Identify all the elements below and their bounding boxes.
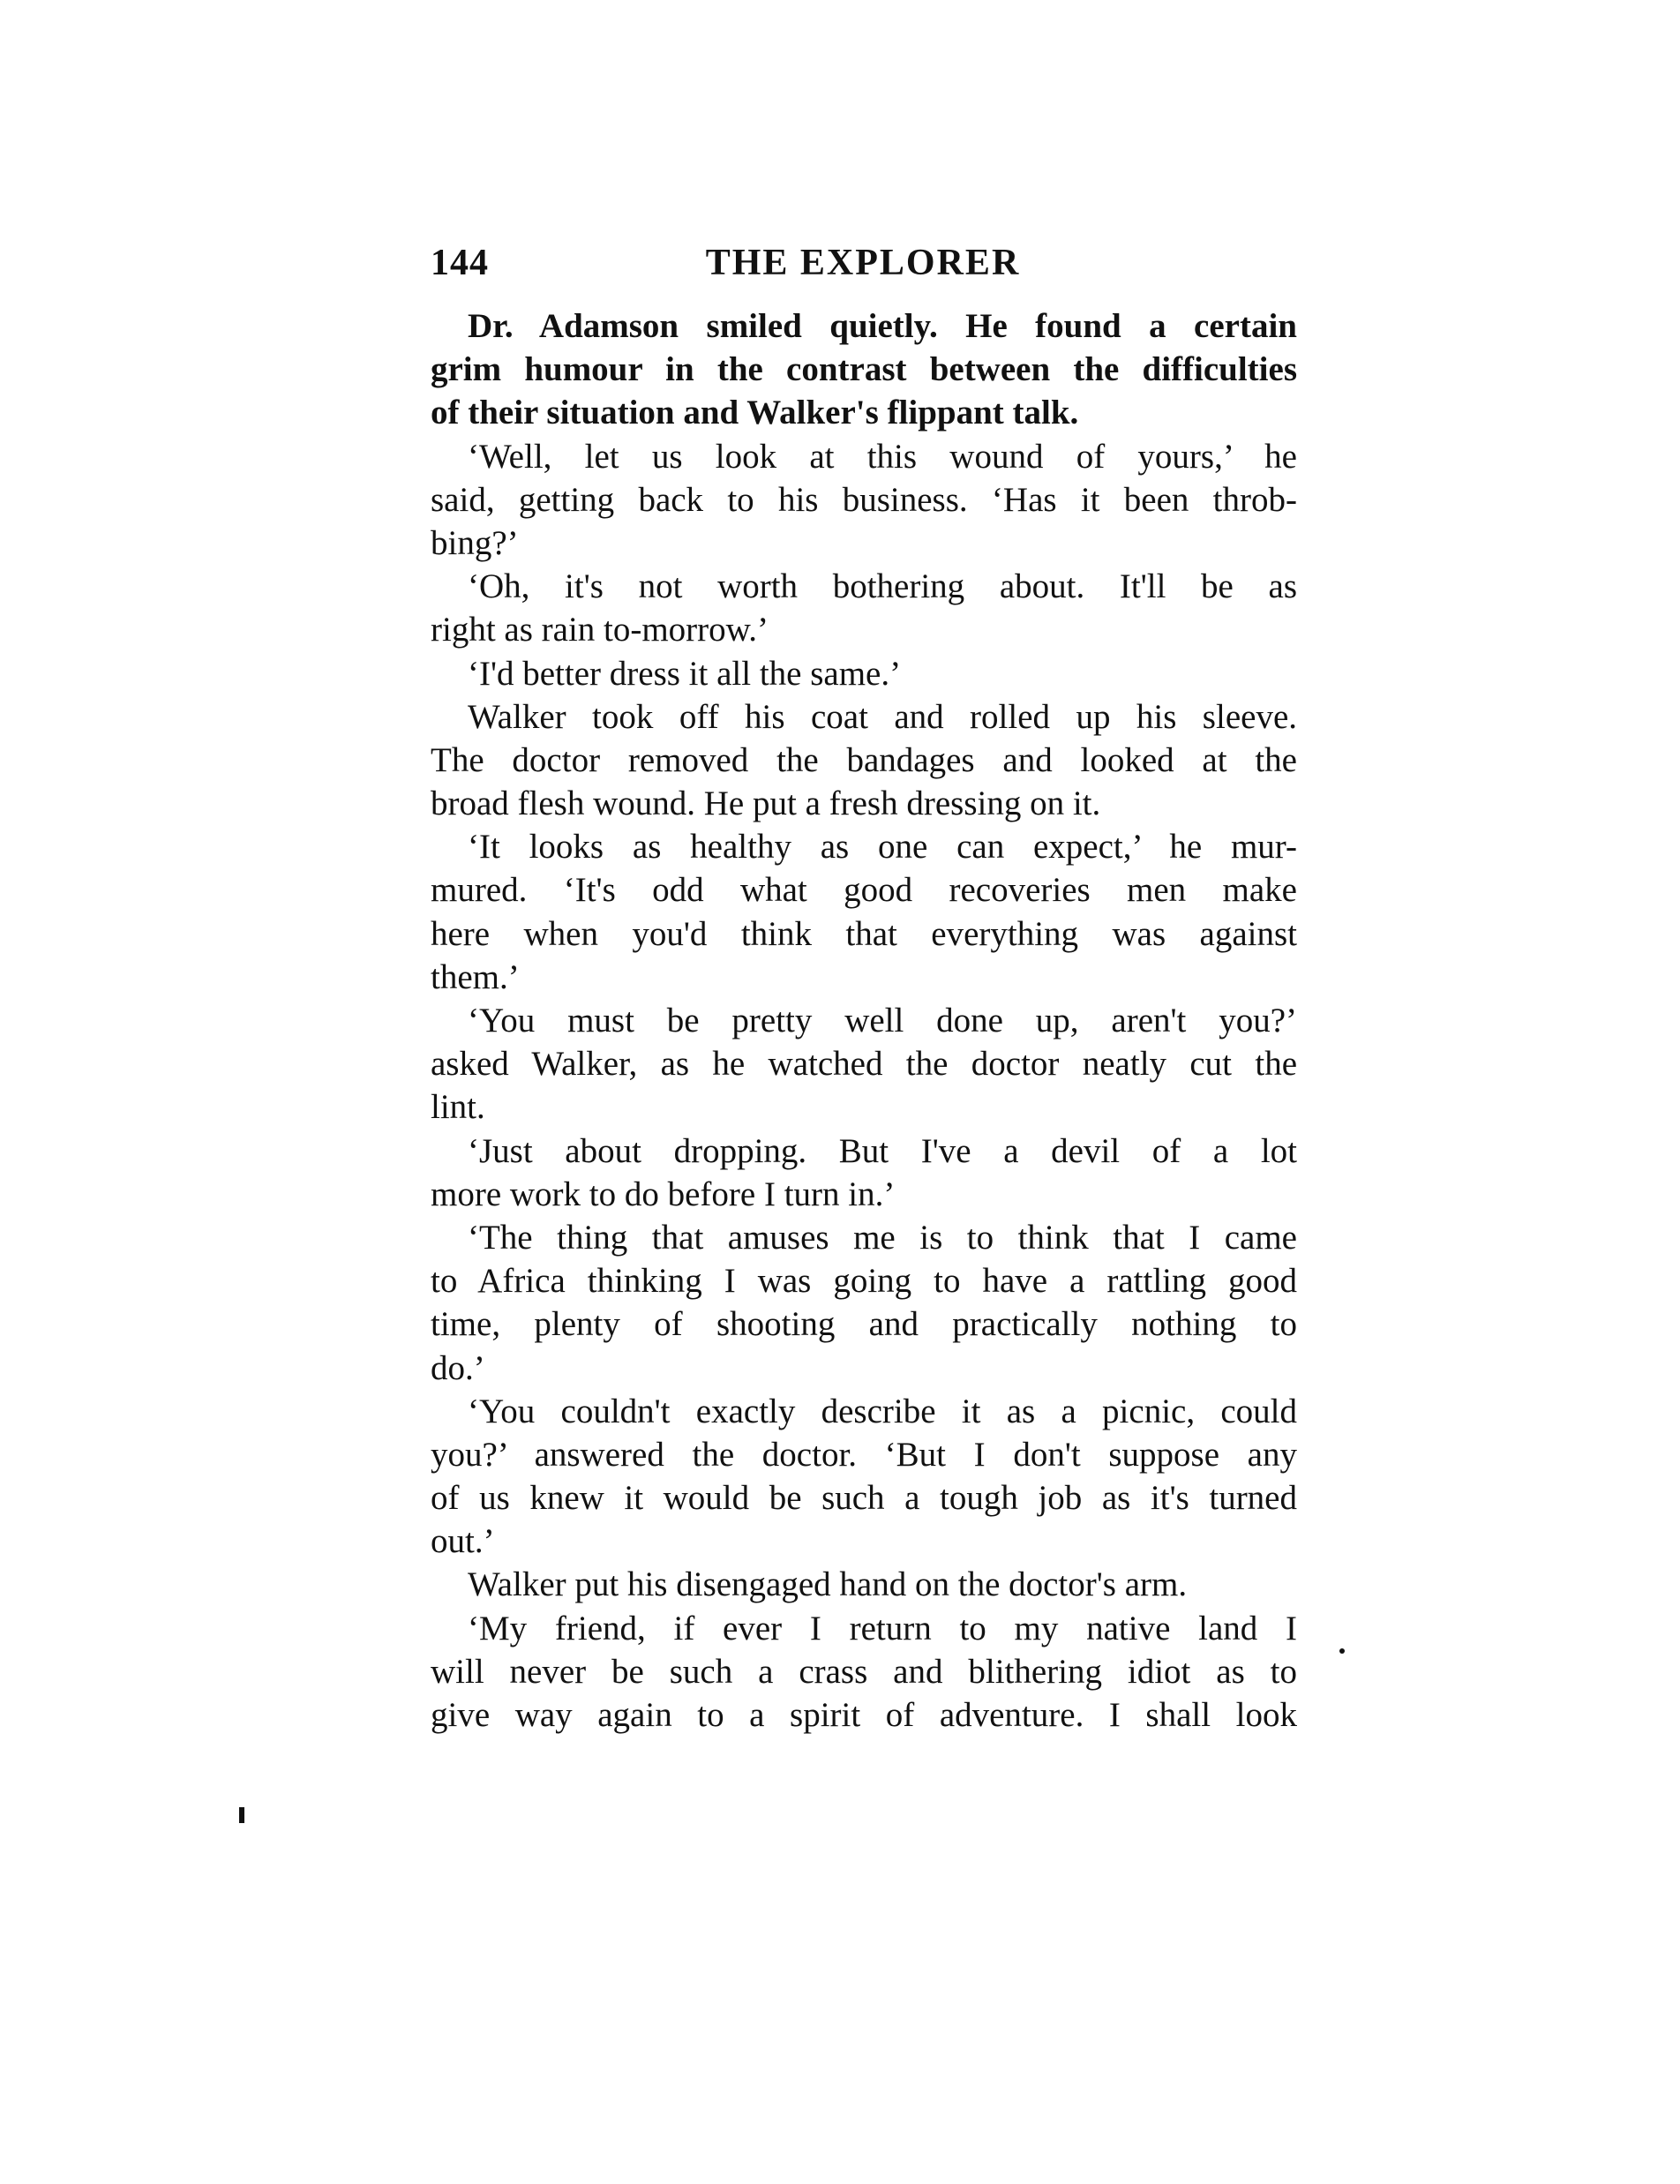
- text-line: ‘It looks as healthy as one can expect,’ he mur-: [468, 828, 1297, 867]
- text-line: time, plenty of shooting and practically nothing to: [431, 1305, 1297, 1344]
- text-line: to Africa thinking I was going to have a rattling good: [431, 1262, 1297, 1301]
- text-line: will never be such a crass and blithering idiot as to: [431, 1652, 1297, 1691]
- text-line: asked Walker, as he watched the doctor neatly cut the: [431, 1045, 1297, 1084]
- text-line: ‘You must be pretty well done up, aren't you?’: [468, 1002, 1297, 1039]
- text-line: them.’: [431, 957, 520, 996]
- text-line: you?’ answered the doctor. ‘But I don't suppose any: [431, 1435, 1297, 1474]
- text-line: mured. ‘It's odd what good recoveries men make: [431, 871, 1297, 910]
- text-line: out.’: [431, 1522, 495, 1561]
- page-number: 144: [431, 243, 489, 283]
- body-text: [431, 304, 1297, 1737]
- text-line: ‘I'd better dress it all the same.’: [468, 654, 902, 693]
- page-header: [431, 236, 1295, 289]
- text-line: The doctor removed the bandages and looked at the: [431, 740, 1297, 779]
- text-line: ‘The thing that amuses me is to think that I came: [468, 1218, 1297, 1257]
- text-line: ‘You couldn't exactly describe it as a picnic, could: [468, 1392, 1297, 1430]
- scan-speck: [1339, 1648, 1345, 1654]
- text-line: grim humour in the contrast between the difficulties: [431, 350, 1297, 389]
- text-line: ‘Well, let us look at this wound of yours,’ he: [468, 437, 1297, 476]
- text-line: Walker took off his coat and rolled up his sleeve.: [468, 697, 1297, 736]
- text-line: broad flesh wound. He put a fresh dressing on it.: [431, 784, 1101, 823]
- text-line: lint.: [431, 1088, 485, 1127]
- text-line: give way again to a spirit of adventure. I shall look: [431, 1696, 1297, 1734]
- text-line: right as rain to-morrow.’: [431, 611, 769, 649]
- text-line: ‘Just about dropping. But I've a devil of a lot: [468, 1131, 1297, 1170]
- text-line: ‘Oh, it's not worth bothering about. It'll be as: [468, 567, 1297, 606]
- text-line: more work to do before I turn in.’: [431, 1175, 896, 1213]
- text-line: here when you'd think that everything was against: [431, 914, 1297, 953]
- text-line: bing?’: [431, 523, 519, 562]
- text-line: said, getting back to his business. ‘Has it been throb-: [431, 480, 1297, 519]
- running-title: THE EXPLORER: [705, 243, 1021, 283]
- text-line: ‘My friend, if ever I return to my native land I: [468, 1609, 1297, 1647]
- text-line: Walker put his disengaged hand on the doctor's arm.: [468, 1565, 1188, 1604]
- text-line: of their situation and Walker's flippant talk.: [431, 394, 1079, 432]
- scan-speck: [239, 1807, 244, 1823]
- text-line: Dr. Adamson smiled quietly. He found a certain: [468, 307, 1297, 345]
- text-line: do.’: [431, 1348, 485, 1387]
- text-line: of us knew it would be such a tough job as it's turned: [431, 1479, 1297, 1518]
